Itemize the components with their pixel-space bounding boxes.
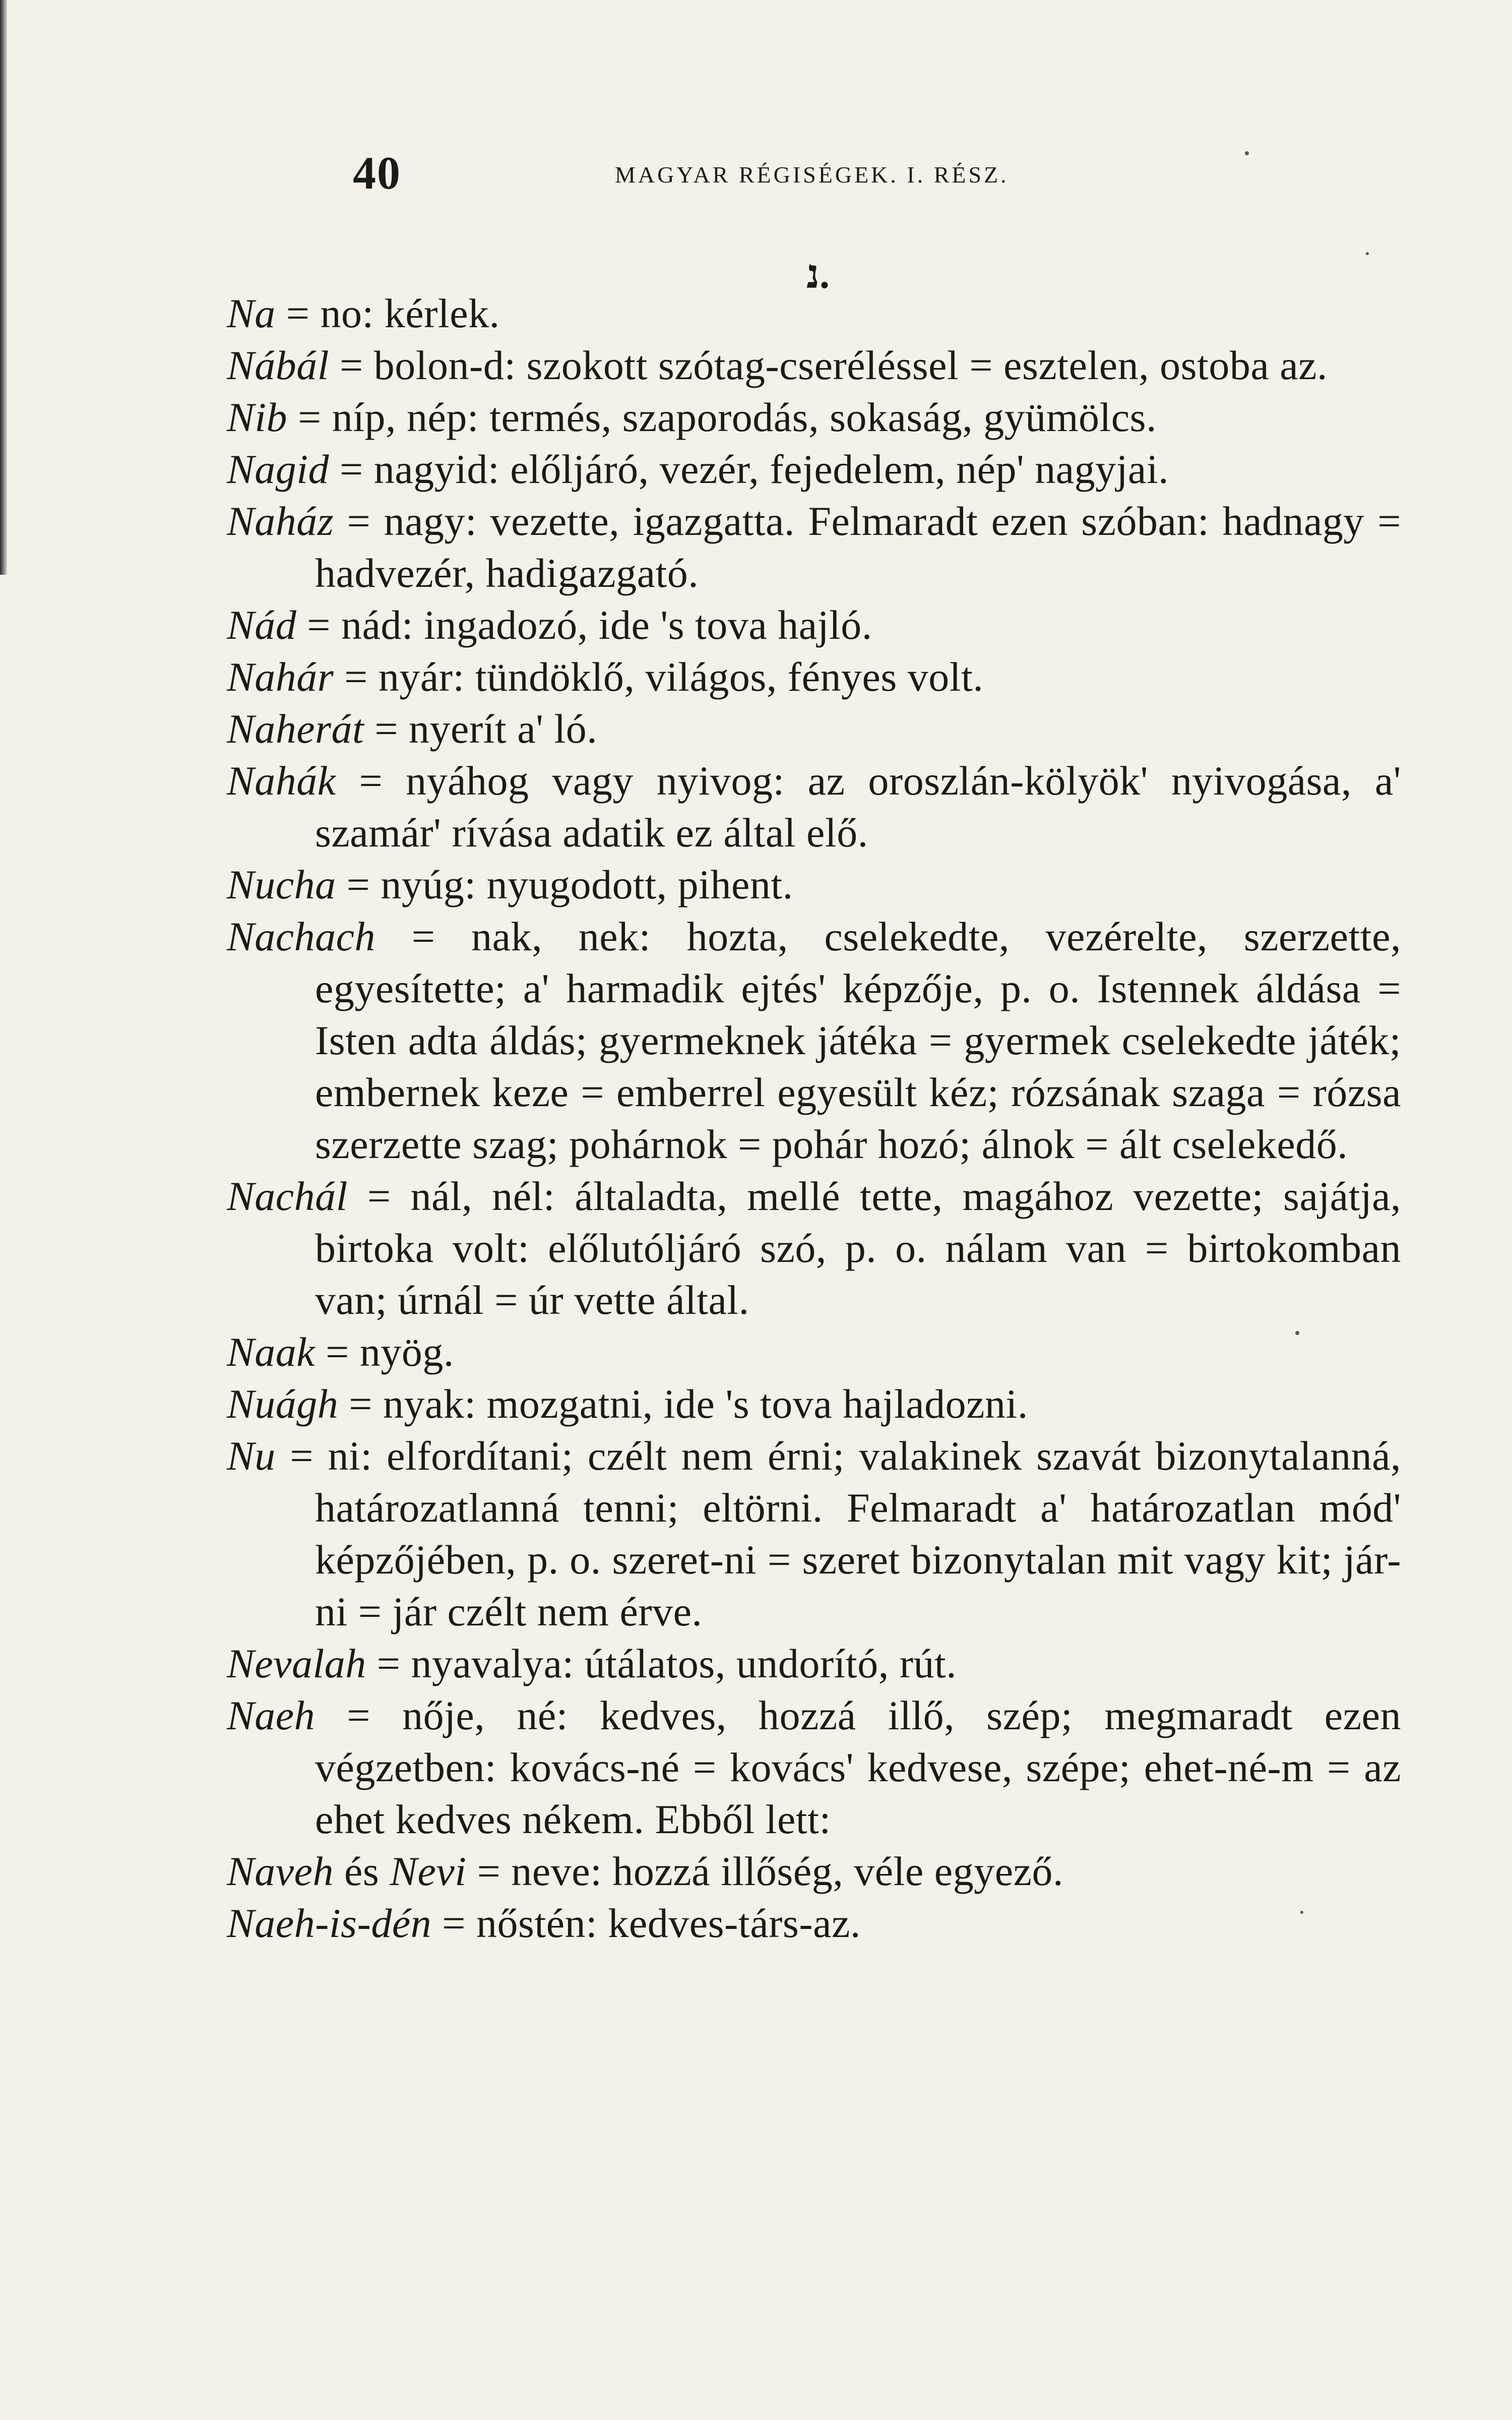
dictionary-entry — [227, 1430, 1401, 1638]
headword: Naherát — [227, 706, 364, 752]
scan-speck — [1295, 1331, 1299, 1335]
definition: = nyavalya: útálatos, undorító, rút. — [366, 1641, 957, 1686]
dictionary-entry — [227, 1897, 1401, 1949]
headword: Naak — [227, 1329, 316, 1375]
page-spine-shadow — [0, 0, 7, 575]
dictionary-entry — [227, 911, 1401, 1170]
definition: = nagy: vezette, igazgatta. Felmaradt ezen szóban: hadnagy = hadvezér, hadigazgató. — [315, 498, 1401, 596]
dictionary-entry — [227, 1689, 1401, 1845]
headword: Naveh — [227, 1848, 334, 1894]
definition: = nyáhog vagy nyivog: az oroszlán-kölyök' nyivogása, a' szamár' rívása adatik ez által elő. — [315, 758, 1401, 856]
definition: = nyár: tündöklő, világos, fényes volt. — [334, 654, 984, 700]
headword: Naeh-is-dén — [227, 1900, 432, 1946]
definition: = nője, né: kedves, hozzá illő, szép; megmaradt ezen végzetben: kovács-né = kovács' kedvese, szépe; ehet-né-m = az ehet kedves nékem. Ebből lett: — [315, 1692, 1401, 1842]
dictionary-entry — [227, 339, 1401, 391]
definition: = nyög. — [315, 1329, 454, 1375]
definition: = nagyid: előljáró, vezér, fejedelem, nép' nagyjai. — [329, 446, 1169, 492]
dictionary-entry — [227, 755, 1401, 859]
headword: Nevalah — [227, 1641, 366, 1686]
definition: = níp, nép: termés, szaporodás, sokaság, gyümölcs. — [287, 394, 1157, 440]
headword: Nachál — [227, 1173, 348, 1219]
dictionary-entry — [227, 391, 1401, 443]
definition: és — [333, 1848, 390, 1894]
definition: = nád: ingadozó, ide 's tova hajló. — [296, 602, 872, 648]
dictionary-entry — [227, 1378, 1401, 1430]
headword: Nád — [227, 602, 297, 648]
dictionary-entry — [227, 1326, 1401, 1378]
definition: = nyerít a' ló. — [364, 706, 598, 752]
headword: Naház — [227, 498, 334, 544]
definition: = ni: elfordítani; czélt nem érni; valakinek szavát bizonytalanná, határozatlanná tenni; eltörni. Felmaradt a' határozatlan mód' képzőjében, p. o. szeret-ni = szeret bizonytalan mit vagy kit; jár-ni = jár czélt nem érve. — [275, 1433, 1401, 1635]
definition: = no: kérlek. — [275, 290, 500, 336]
headword: Nachach — [227, 914, 375, 959]
headword: Nábál — [227, 342, 329, 388]
dictionary-entry — [227, 1638, 1401, 1689]
scan-speck — [1300, 1911, 1303, 1914]
definition: = nál, nél: általadta, mellé tette, magához vezette; sajátja, birtoka volt: előlutóljáró szó, p. o. nálam van = birtokomban van; úrnál = úr vette által. — [315, 1173, 1401, 1323]
headword: Nuágh — [227, 1381, 339, 1427]
headword: Naeh — [227, 1692, 316, 1738]
page-number: 40 — [353, 147, 401, 199]
dictionary-entry — [227, 287, 1401, 339]
section-letter: נ. — [806, 253, 830, 297]
definition: = nyak: mozgatni, ide 's tova hajladozni. — [338, 1381, 1028, 1427]
headword: Nu — [227, 1433, 276, 1479]
dictionary-entry — [227, 495, 1401, 599]
definition: = nak, nek: hozta, cselekedte, vezérelte, szerzette, egyesítette; a' harmadik ejtés' képzője, p. o. Istennek áldása = Isten adta áldás; gyermeknek játéka = gyermek cselekedte játék; embernek keze = emberrel egyesült kéz; rózsának szaga = rózsa szerzette szag; pohárnok = pohár hozó; álnok = ált cselekedő. — [315, 914, 1401, 1167]
scan-speck — [1245, 151, 1249, 155]
definition: = nőstén: kedves-társ-az. — [431, 1900, 861, 1946]
headword: Nagid — [227, 446, 329, 492]
scan-speck — [1366, 252, 1369, 255]
running-head — [353, 146, 1361, 207]
dictionary-entry — [227, 1170, 1401, 1326]
headword: Na — [227, 290, 276, 336]
definition-secondary: = neve: hozzá illőség, véle egyező. — [466, 1848, 1063, 1894]
headword: Nahák — [227, 758, 336, 804]
dictionary-entry — [227, 1845, 1401, 1897]
dictionary-entry — [227, 443, 1401, 495]
running-title: MAGYAR RÉGISÉGEK. I. RÉSZ. — [615, 162, 1009, 188]
headword-secondary: Nevi — [390, 1848, 467, 1894]
headword: Nahár — [227, 654, 334, 700]
headword: Nucha — [227, 862, 336, 908]
dictionary-entry — [227, 599, 1401, 651]
dictionary-entry — [227, 651, 1401, 703]
dictionary-entries — [227, 287, 1401, 1949]
definition: = bolon-d: szokott szótag-cseréléssel = esztelen, ostoba az. — [329, 342, 1328, 388]
dictionary-entry — [227, 703, 1401, 755]
dictionary-entry — [227, 859, 1401, 911]
headword: Nib — [227, 394, 287, 440]
definition: = nyúg: nyugodott, pihent. — [336, 862, 793, 908]
